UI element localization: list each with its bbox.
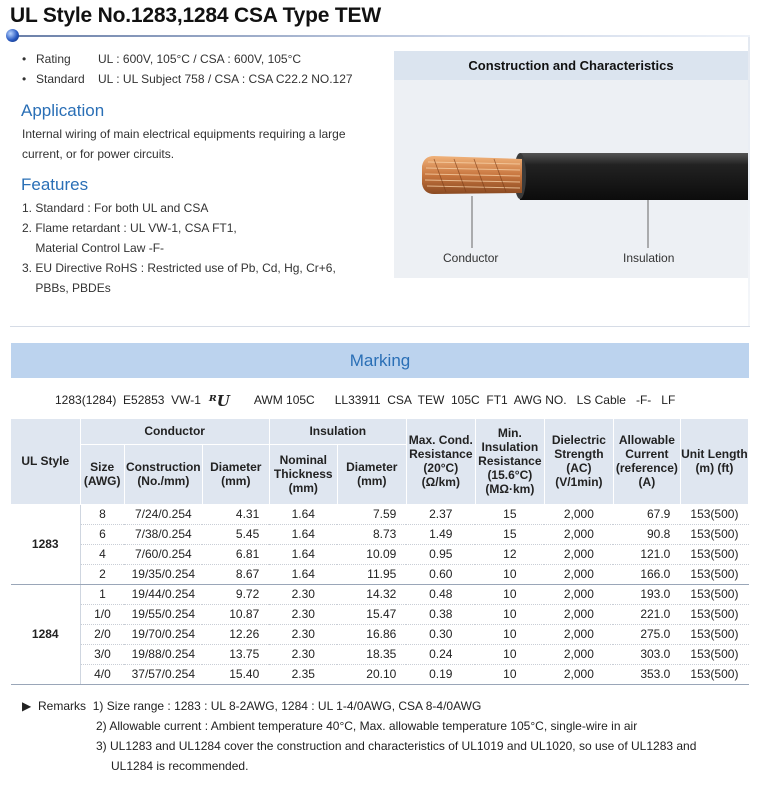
cell-thickness: 2.30 — [269, 584, 337, 604]
cell-ins-resistance: 12 — [475, 544, 544, 564]
bullet-icon: • — [22, 72, 27, 86]
cell-thickness: 2.30 — [269, 644, 337, 664]
cell-ins-diameter: 10.09 — [337, 544, 406, 564]
insulation-jacket — [517, 153, 748, 200]
cell-dielectric: 2,000 — [544, 564, 613, 584]
cell-size: 2 — [80, 564, 124, 584]
cell-dielectric: 2,000 — [544, 604, 613, 624]
spec-key: Standard — [36, 72, 85, 86]
application-line: Internal wiring of main electrical equipments requiring a large — [22, 127, 346, 141]
cell-thickness: 2.30 — [269, 604, 337, 624]
header-max-resistance: Max. Cond. Resistance (20°C) (Ω/km) — [406, 419, 475, 504]
cell-resistance: 0.95 — [406, 544, 475, 564]
cell-dielectric: 2,000 — [544, 524, 613, 544]
header-size: Size (AWG) — [80, 444, 124, 504]
cell-thickness: 1.64 — [269, 544, 337, 564]
marking-heading: Marking — [11, 343, 749, 378]
cell-dielectric: 2,000 — [544, 664, 613, 684]
header-unit-length: Unit Length (m) (ft) — [680, 419, 748, 504]
cell-current: 193.0 — [613, 584, 680, 604]
header-min-insulation-resistance: Min. Insulation Resistance (15.6°C) (MΩ·km) — [475, 419, 544, 504]
spec-table — [11, 419, 749, 685]
cell-cond-diameter: 10.87 — [202, 604, 269, 624]
cell-resistance: 0.38 — [406, 604, 475, 624]
cell-length: 153(500) — [680, 504, 748, 524]
table-row — [11, 524, 749, 544]
cell-ins-diameter: 14.32 — [337, 584, 406, 604]
table-row — [11, 624, 749, 644]
header-dielectric-strength: Dielectric Strength (AC) (V/1min) — [544, 419, 613, 504]
cable-illustration — [394, 80, 748, 278]
bullet-orb-icon — [6, 29, 19, 42]
ul-recognized-logo: ᴿU — [208, 392, 230, 410]
ul-style-cell: 1283 — [11, 504, 80, 584]
cell-size: 8 — [80, 504, 124, 524]
cell-length: 153(500) — [680, 584, 748, 604]
application-heading: Application — [21, 101, 105, 120]
cell-length: 153(500) — [680, 524, 748, 544]
header-conductor: Conductor — [80, 419, 269, 444]
cell-cond-diameter: 15.40 — [202, 664, 269, 684]
marking-suffix: AWM 105C LL33911 CSA TEW 105C FT1 AWG NO. LS Cable -F- LF — [253, 393, 676, 408]
header-nominal-thickness: Nominal Thickness (mm) — [269, 444, 337, 504]
table-row — [11, 504, 749, 524]
header-insulation-diameter: Diameter (mm) — [337, 444, 406, 504]
cell-resistance: 0.48 — [406, 584, 475, 604]
feature-line: 1. Standard : For both UL and CSA — [22, 201, 209, 215]
cell-current: 353.0 — [613, 664, 680, 684]
cell-thickness: 2.35 — [269, 664, 337, 684]
construction-heading: Construction and Characteristics — [394, 51, 748, 80]
section-divider — [10, 326, 750, 327]
table-row — [11, 544, 749, 564]
remark-2: 2) Allowable current : Ambient temperature 40°C, Max. allowable temperature 105°C, single-wire in air — [96, 719, 638, 733]
header-construction: Construction (No./mm) — [124, 444, 202, 504]
cell-ins-resistance: 15 — [475, 524, 544, 544]
cell-thickness: 1.64 — [269, 504, 337, 524]
cell-length: 153(500) — [680, 544, 748, 564]
table-row — [11, 664, 749, 684]
remarks-line — [22, 696, 481, 716]
cell-resistance: 0.30 — [406, 624, 475, 644]
cell-resistance: 0.24 — [406, 644, 475, 664]
remark-3-continued: UL1284 is recommended. — [111, 759, 249, 773]
cell-size: 2/0 — [80, 624, 124, 644]
cell-size: 6 — [80, 524, 124, 544]
cell-resistance: 1.49 — [406, 524, 475, 544]
spec-key: Rating — [36, 52, 71, 66]
cell-ins-diameter: 20.10 — [337, 664, 406, 684]
spec-value: UL : UL Subject 758 / CSA : CSA C22.2 NO.127 — [98, 72, 353, 86]
cell-size: 1 — [80, 584, 124, 604]
cell-cond-diameter: 8.67 — [202, 564, 269, 584]
cell-construction: 19/70/0.254 — [124, 624, 202, 644]
cell-construction: 19/88/0.254 — [124, 644, 202, 664]
cell-dielectric: 2,000 — [544, 544, 613, 564]
table-row — [11, 644, 749, 664]
cell-length: 153(500) — [680, 564, 748, 584]
cell-ins-diameter: 7.59 — [337, 504, 406, 524]
cell-dielectric: 2,000 — [544, 504, 613, 524]
cell-resistance: 2.37 — [406, 504, 475, 524]
cell-ins-diameter: 18.35 — [337, 644, 406, 664]
cell-size: 3/0 — [80, 644, 124, 664]
features-heading: Features — [21, 175, 89, 194]
triangle-right-icon: ▶ — [22, 699, 32, 713]
feature-line: 3. EU Directive RoHS : Restricted use of Pb, Cd, Hg, Cr+6, — [22, 261, 336, 275]
cell-ins-diameter: 8.73 — [337, 524, 406, 544]
spec-rating — [22, 52, 301, 66]
spec-standard — [22, 72, 353, 86]
table-row — [11, 584, 749, 604]
cell-construction: 37/57/0.254 — [124, 664, 202, 684]
cell-current: 166.0 — [613, 564, 680, 584]
remark-3: 3) UL1283 and UL1284 cover the construction and characteristics of UL1019 and UL1020, so use of UL1283 and — [96, 739, 697, 753]
cell-construction: 19/44/0.254 — [124, 584, 202, 604]
cell-thickness: 2.30 — [269, 624, 337, 644]
application-line: current, or for power circuits. — [22, 147, 175, 161]
header-conductor-diameter: Diameter (mm) — [202, 444, 269, 504]
cell-current: 303.0 — [613, 644, 680, 664]
cell-ins-diameter: 15.47 — [337, 604, 406, 624]
conductor-label: Conductor — [443, 251, 499, 265]
cell-length: 153(500) — [680, 644, 748, 664]
cell-construction: 19/55/0.254 — [124, 604, 202, 624]
ul-style-cell: 1284 — [11, 584, 80, 684]
cell-dielectric: 2,000 — [544, 624, 613, 644]
page-title: UL Style No.1283,1284 CSA Type TEW — [10, 4, 381, 27]
spec-value: UL : 600V, 105°C / CSA : 600V, 105°C — [98, 52, 302, 66]
cell-construction: 7/24/0.254 — [124, 504, 202, 524]
cell-cond-diameter: 12.26 — [202, 624, 269, 644]
title-rule — [10, 35, 750, 37]
cell-length: 153(500) — [680, 664, 748, 684]
cell-cond-diameter: 6.81 — [202, 544, 269, 564]
cell-resistance: 0.60 — [406, 564, 475, 584]
cell-length: 153(500) — [680, 624, 748, 644]
cell-ins-resistance: 10 — [475, 644, 544, 664]
cell-dielectric: 2,000 — [544, 584, 613, 604]
cell-cond-diameter: 13.75 — [202, 644, 269, 664]
cell-current: 90.8 — [613, 524, 680, 544]
frame-edge — [748, 37, 750, 327]
cell-cond-diameter: 9.72 — [202, 584, 269, 604]
cell-thickness: 1.64 — [269, 564, 337, 584]
cell-construction: 7/38/0.254 — [124, 524, 202, 544]
bullet-icon: • — [22, 52, 27, 66]
cell-cond-diameter: 4.31 — [202, 504, 269, 524]
table-row — [11, 564, 749, 584]
cell-current: 121.0 — [613, 544, 680, 564]
marking-prefix: 1283(1284) E52853 VW-1 — [55, 393, 201, 408]
header-allowable-current: Allowable Current (reference) (A) — [613, 419, 680, 504]
cell-size: 4 — [80, 544, 124, 564]
marking-text — [55, 392, 675, 410]
insulation-label: Insulation — [623, 251, 675, 265]
cell-length: 153(500) — [680, 604, 748, 624]
cell-ins-diameter: 16.86 — [337, 624, 406, 644]
table-row — [11, 604, 749, 624]
cell-ins-resistance: 10 — [475, 604, 544, 624]
header-ul-style: UL Style — [11, 419, 80, 504]
feature-line: PBBs, PBDEs — [22, 281, 111, 295]
cell-construction: 7/60/0.254 — [124, 544, 202, 564]
cell-size: 1/0 — [80, 604, 124, 624]
cell-ins-resistance: 10 — [475, 584, 544, 604]
cell-thickness: 1.64 — [269, 524, 337, 544]
feature-line: Material Control Law -F- — [22, 241, 165, 255]
cell-dielectric: 2,000 — [544, 644, 613, 664]
cell-current: 221.0 — [613, 604, 680, 624]
cell-ins-resistance: 15 — [475, 504, 544, 524]
cell-size: 4/0 — [80, 664, 124, 684]
cell-construction: 19/35/0.254 — [124, 564, 202, 584]
cell-current: 275.0 — [613, 624, 680, 644]
remarks-label: Remarks — [38, 699, 87, 713]
cell-ins-diameter: 11.95 — [337, 564, 406, 584]
remark-1: 1) Size range : 1283 : UL 8-2AWG, 1284 : UL 1-4/0AWG, CSA 8-4/0AWG — [92, 699, 482, 713]
cell-ins-resistance: 10 — [475, 664, 544, 684]
header-insulation: Insulation — [269, 419, 406, 444]
cell-ins-resistance: 10 — [475, 624, 544, 644]
cell-ins-resistance: 10 — [475, 564, 544, 584]
feature-line: 2. Flame retardant : UL VW-1, CSA FT1, — [22, 221, 237, 235]
cell-cond-diameter: 5.45 — [202, 524, 269, 544]
cell-resistance: 0.19 — [406, 664, 475, 684]
cell-current: 67.9 — [613, 504, 680, 524]
